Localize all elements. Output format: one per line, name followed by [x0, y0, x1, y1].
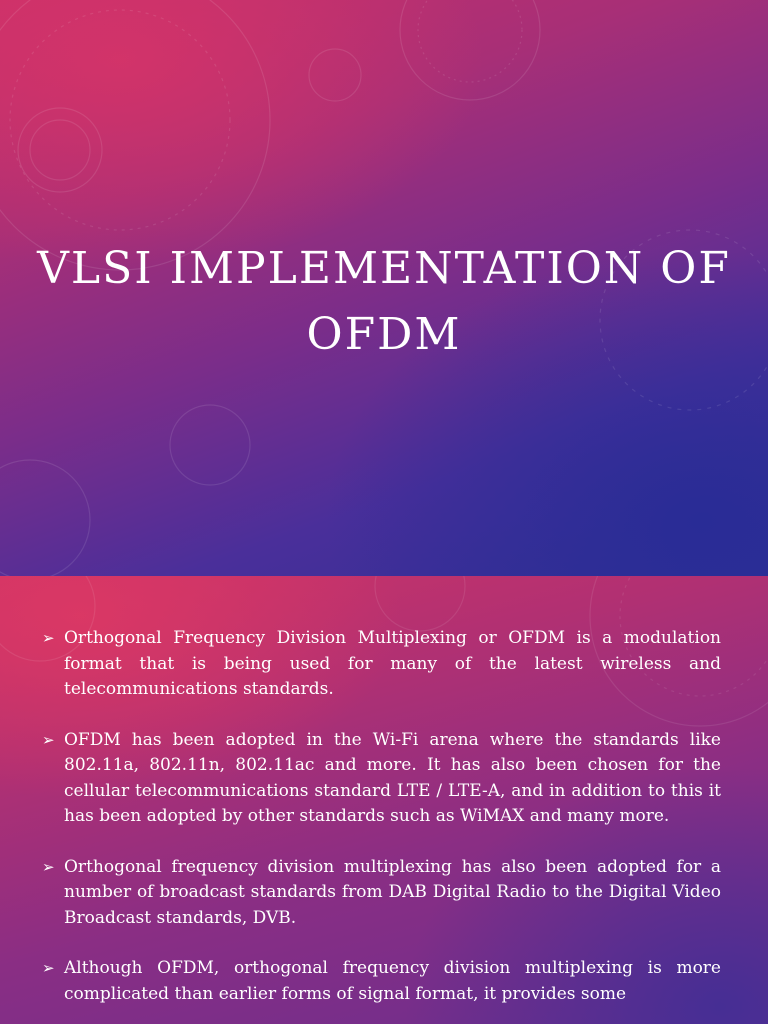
bullet-item — [42, 956, 721, 1007]
deco-circle — [0, 0, 270, 270]
bullet-text: OFDM has been adopted in the Wi-Fi arena where the standards like 802.11a, 802.11n, 802.11ac and more. It has also been chosen for the cellular telecommunications standard LTE / LTE-A, and in addition to this it has been adopted by other standards such as WiMAX and many more. — [64, 729, 721, 826]
deco-circle — [30, 120, 90, 180]
deco-circle — [0, 460, 90, 576]
arrow-bullet-icon: ➢ — [42, 629, 55, 647]
slide-title-line: OFDM — [306, 309, 462, 360]
bullet-text: Although OFDM, orthogonal frequency division multiplexing is more complicated than earlier forms of signal format, it provides some — [64, 958, 721, 1004]
bullet-item — [42, 855, 721, 932]
deco-circle — [375, 576, 465, 631]
deco-circle — [18, 108, 102, 192]
bullet-text: Orthogonal Frequency Division Multiplexing or OFDM is a modulation format that is being used for many of the latest wireless and telecommunications standards. — [64, 628, 721, 699]
arrow-bullet-icon: ➢ — [42, 857, 55, 876]
deco-circle — [170, 405, 250, 485]
deco-circle — [418, 0, 522, 82]
bullet-text: Orthogonal frequency division multiplexing has also been adopted for a number of broadcast standards from DAB Digital Radio to the Digital Video Broadcast standards, DVB. — [64, 856, 721, 928]
slide-title — [24, 236, 744, 368]
bullet-list — [42, 626, 721, 1024]
bullet-item — [42, 626, 721, 703]
bullet-item — [42, 728, 721, 830]
deco-circle — [309, 49, 361, 101]
deco-circle — [400, 0, 540, 100]
arrow-bullet-icon: ➢ — [42, 959, 55, 977]
slide-title-line: VLSI IMPLEMENTATION OF — [37, 243, 731, 294]
arrow-bullet-icon: ➢ — [42, 730, 55, 749]
deco-circle — [10, 10, 230, 230]
content-slide — [0, 576, 768, 1024]
